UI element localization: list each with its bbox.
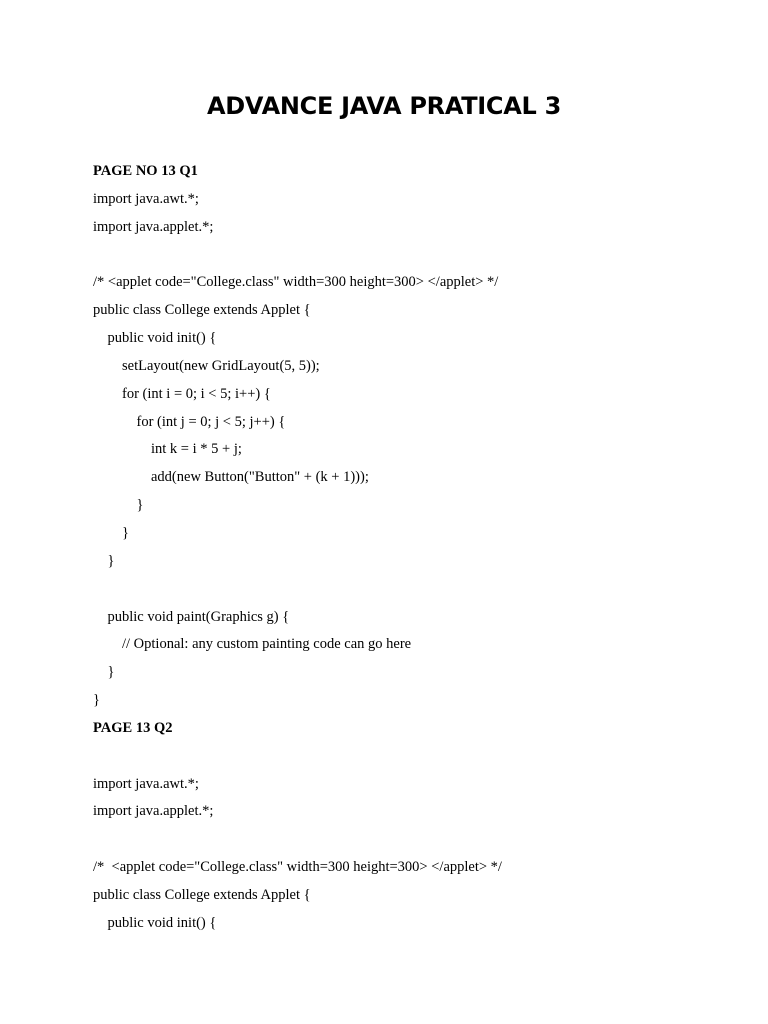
code-line: import java.applet.*;	[93, 803, 214, 820]
blank-line	[93, 743, 733, 771]
code-line: for (int i = 0; i < 5; i++) {	[93, 385, 271, 402]
document-body	[93, 158, 733, 938]
code-line: public class College extends Applet {	[93, 302, 311, 319]
section-heading: PAGE NO 13 Q1	[93, 163, 198, 179]
code-line: add(new Button("Button" + (k + 1)));	[93, 469, 369, 486]
code-line: // Optional: any custom painting code can go here	[93, 636, 412, 653]
code-line: public void init() {	[93, 914, 217, 931]
blank-line	[93, 826, 733, 854]
code-line: public class College extends Applet {	[93, 886, 311, 903]
blank-line	[93, 576, 733, 604]
code-line: public void init() {	[93, 330, 217, 347]
code-line: public void paint(Graphics g) {	[93, 608, 290, 625]
code-line: import java.applet.*;	[93, 218, 214, 235]
code-line: }	[93, 692, 100, 709]
code-line: }	[93, 497, 144, 514]
code-line: }	[93, 552, 115, 569]
code-line: import java.awt.*;	[93, 775, 199, 792]
code-line: import java.awt.*;	[93, 190, 199, 207]
code-line: int k = i * 5 + j;	[93, 441, 242, 458]
section-heading: PAGE 13 Q2	[93, 719, 173, 736]
code-line: }	[93, 664, 115, 681]
code-line: /* <applet code="College.class" width=300 height=300> </applet> */	[93, 859, 502, 876]
code-line: /* <applet code="College.class" width=300 height=300> </applet> */	[93, 274, 499, 291]
code-line: }	[93, 524, 129, 541]
document-title: ADVANCE JAVA PRATICAL 3	[207, 92, 561, 120]
code-line: for (int j = 0; j < 5; j++) {	[93, 413, 286, 430]
blank-line	[93, 242, 733, 270]
code-line: setLayout(new GridLayout(5, 5));	[93, 357, 320, 374]
